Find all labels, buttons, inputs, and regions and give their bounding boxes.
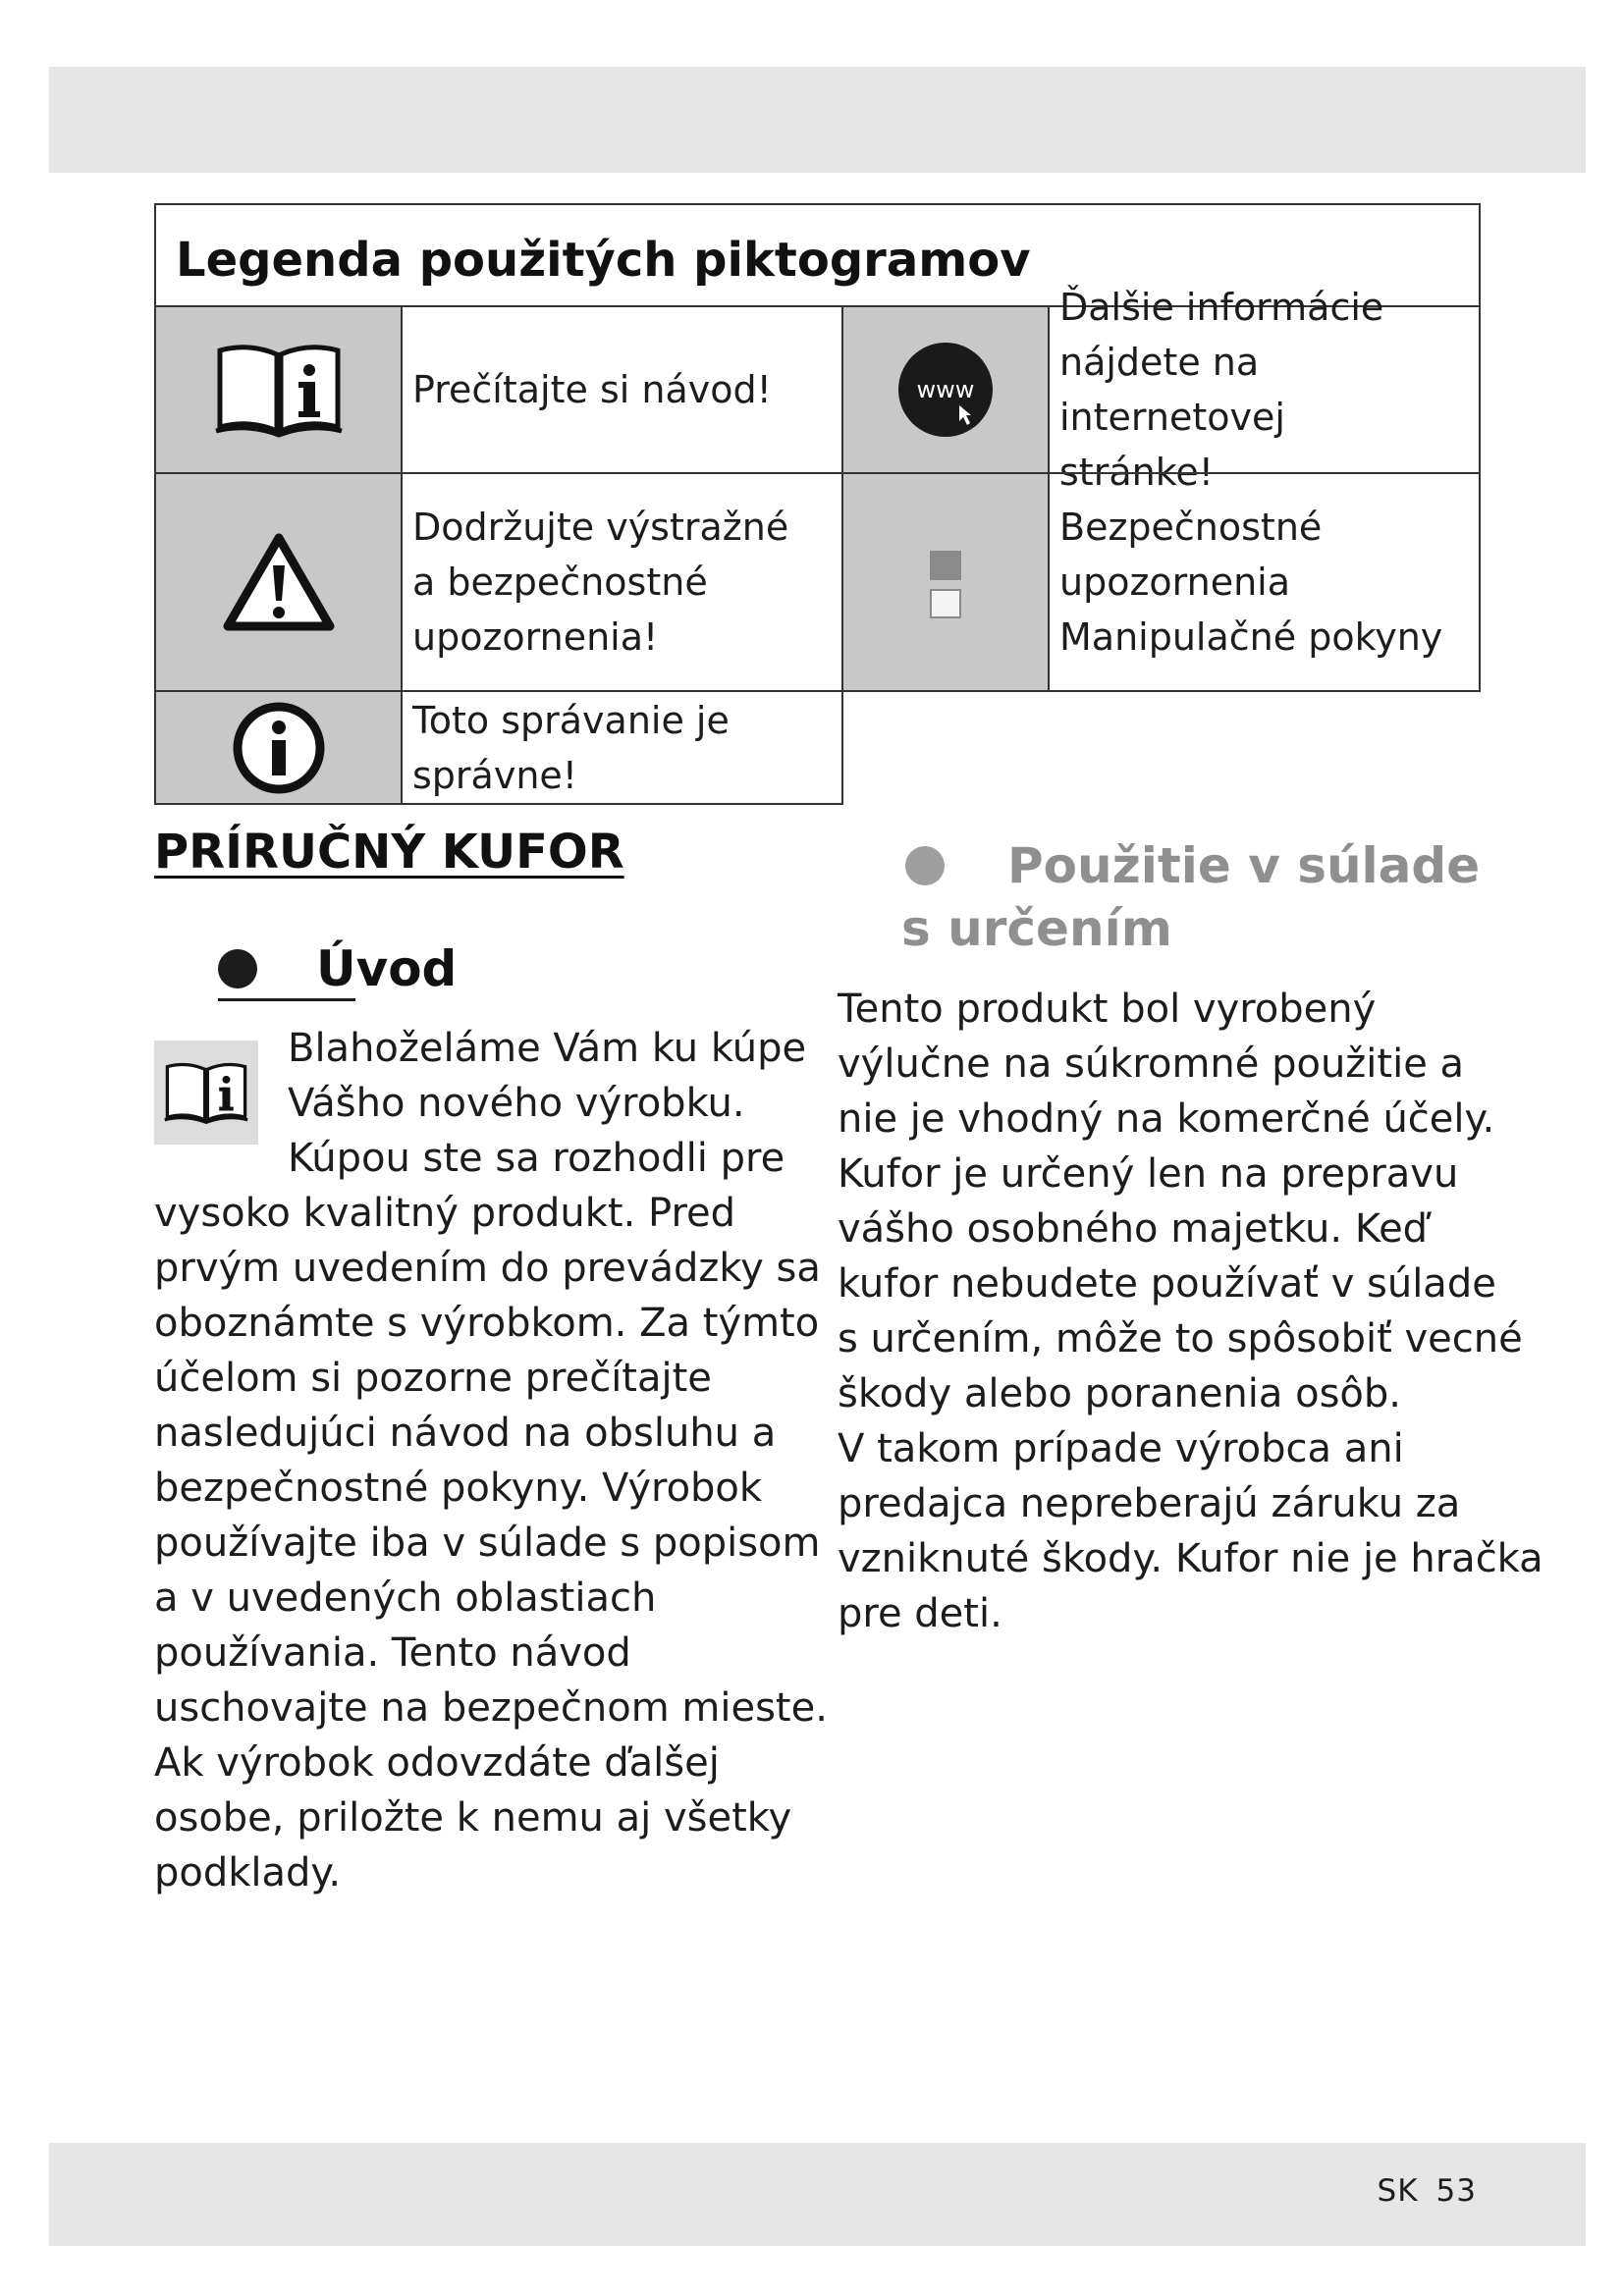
book-info-icon [163, 1060, 249, 1125]
intro-book-icon-box [154, 1041, 258, 1145]
intro-line: podklady. [154, 1850, 342, 1896]
intro-heading [218, 940, 457, 997]
use-line: škody alebo poranenia osôb. [838, 1371, 1402, 1416]
book-info-icon [214, 341, 344, 439]
intro-line: bezpečnostné pokyny. Výrobok [154, 1466, 763, 1511]
use-line: predajca nepreberajú záruku za [838, 1481, 1461, 1526]
intro-line: osobe, priložte k nemu aj všetky [154, 1795, 792, 1841]
intro-line: Ak výrobok odovzdáte ďalšej [154, 1740, 720, 1786]
legend-text: stránke! [1059, 451, 1214, 494]
intro-line: Vášho nového výrobku. [288, 1081, 745, 1126]
legend-icon-cell [154, 690, 403, 805]
intro-line: účelom si pozorne prečítajte [154, 1356, 712, 1401]
legend-text: upozornenia! [412, 615, 659, 659]
legend-text: upozornenia [1059, 561, 1290, 604]
use-line: V takom prípade výrobca ani [838, 1426, 1404, 1471]
legend-text: Manipulačné pokyny [1059, 615, 1443, 659]
intro-line: Kúpou ste sa rozhodli pre [288, 1136, 785, 1181]
intro-line: uschovajte na bezpečnom mieste. [154, 1685, 828, 1731]
intro-heading-underline [218, 998, 355, 1001]
legend-icon-cell [154, 305, 403, 474]
use-line: vzniknuté škody. Kufor nie je hračka [838, 1536, 1543, 1581]
intro-line: oboznámte s výrobkom. Za týmto [154, 1301, 820, 1346]
legend-text: nájdete na internetovej [1059, 341, 1285, 439]
section-title: PRÍRUČNÝ KUFOR [154, 825, 624, 880]
intended-use-paragraph [838, 982, 1543, 1641]
legend-text-cell [401, 690, 843, 805]
page-number: 53 [1435, 2173, 1477, 2209]
use-line: vášho osobného majetku. Keď [838, 1206, 1429, 1252]
intro-line: nasledujúci návod na obsluhu a [154, 1411, 777, 1456]
intro-line: používajte iba v súlade s popisom [154, 1521, 821, 1566]
legend-icon-cell [841, 305, 1050, 474]
intro-line: vysoko kvalitný produkt. Pred [154, 1191, 736, 1236]
bullet-dot [905, 846, 945, 885]
legend-icon-cell [154, 472, 403, 692]
intro-line: prvým uvedením do prevádzky sa [154, 1246, 821, 1291]
legend-text-cell [401, 305, 843, 474]
intro-line: a v uvedených oblastiach [154, 1575, 657, 1621]
warning-triangle-icon [222, 532, 336, 632]
legend-text-cell [401, 472, 843, 692]
intro-paragraph-indented [288, 1021, 806, 1186]
intro-paragraph [154, 1186, 828, 1900]
legend-text: Prečítajte si návod! [412, 368, 772, 411]
legend-text-cell [1048, 286, 1481, 494]
legend-text: správne! [412, 753, 578, 797]
www-icon [896, 341, 995, 439]
header-band [49, 67, 1586, 173]
use-line: s určením, môže to spôsobiť vecné [838, 1316, 1523, 1362]
www-icon-text: www [916, 376, 975, 403]
intro-heading-label: Úvod [316, 940, 458, 997]
use-line: výlučne na súkromné použitie a [838, 1041, 1465, 1087]
page-footer [1378, 2173, 1477, 2209]
squares-icon [926, 533, 965, 631]
intro-line: používania. Tento návod [154, 1630, 631, 1676]
footer-lang: SK [1377, 2173, 1419, 2209]
use-line: kufor nebudete používať v súlade [838, 1261, 1496, 1307]
use-line: nie je vhodný na komerčné účely. [838, 1096, 1495, 1142]
legend-icon-cell [841, 472, 1050, 692]
pictogram-legend [154, 203, 1481, 805]
legend-text: Toto správanie je [412, 698, 730, 742]
legend-text: Dodržujte výstražné [412, 506, 789, 549]
footer-band [49, 2143, 1586, 2246]
intended-use-heading [901, 834, 1490, 960]
legend-title: Legenda použitých piktogramov [176, 233, 1031, 288]
legend-text: Bezpečnostné [1059, 506, 1323, 549]
legend-text-cell [1048, 472, 1481, 692]
legend-text: a bezpečnostné [412, 561, 708, 604]
intro-line: Blahoželáme Vám ku kúpe [288, 1026, 807, 1071]
use-line: Tento produkt bol vyrobený [838, 987, 1377, 1032]
intended-use-heading-label: Použitie v súlade s určením [901, 837, 1481, 957]
legend-text: Ďalšie informácie [1059, 286, 1384, 329]
use-line: Kufor je určený len na prepravu [838, 1151, 1459, 1197]
use-line: pre deti. [838, 1591, 1002, 1636]
info-circle-icon [232, 701, 326, 795]
bullet-dot [218, 949, 257, 988]
